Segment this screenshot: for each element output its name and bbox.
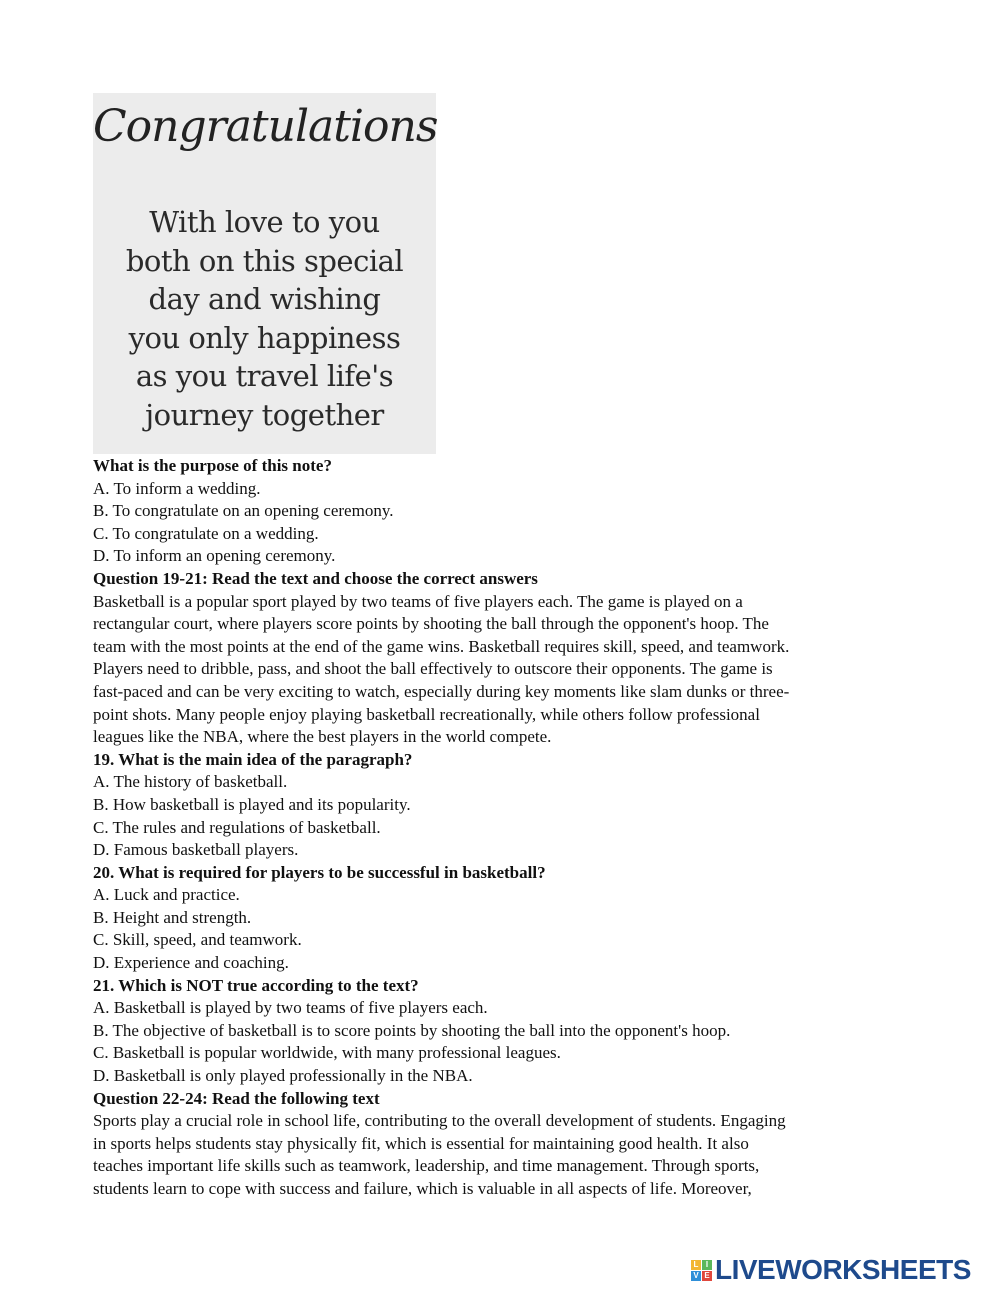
answer-option: C. Skill, speed, and teamwork.	[93, 930, 302, 950]
passage-line: Players need to dribble, pass, and shoot the ball effectively to outscore their opponents. The game is	[93, 659, 773, 679]
passage-line: point shots. Many people enjoy playing basketball recreationally, while others follow professional	[93, 704, 760, 724]
answer-option: B. To congratulate on an opening ceremony.	[93, 501, 394, 521]
logo-letter: V	[691, 1271, 701, 1281]
passage-line: fast-paced and can be very exciting to watch, especially during key moments like slam dunks or three-	[93, 681, 790, 701]
passage-line: students learn to cope with success and failure, which is valuable in all aspects of life. Moreover,	[93, 1179, 752, 1198]
card-message	[93, 203, 436, 434]
card-message-line: as you travel life's	[135, 359, 394, 393]
passage-line: team with the most points at the end of the game wins. Basketball requires skill, speed, and teamwork.	[93, 636, 790, 656]
answer-option: D. Basketball is only played professionally in the NBA.	[93, 1066, 473, 1086]
logo-letter: E	[702, 1271, 712, 1281]
answer-option: A. To inform a wedding.	[93, 478, 261, 498]
passage-line: teaches important life skills such as teamwork, leadership, and time management. Through sports,	[93, 1156, 760, 1176]
question-19: 19. What is the main idea of the paragraph?	[93, 749, 413, 769]
answer-option: B. How basketball is played and its popularity.	[93, 794, 411, 814]
question-note: What is the purpose of this note?	[93, 456, 332, 475]
answer-option: A. Basketball is played by two teams of five players each.	[93, 998, 488, 1018]
answer-option: B. Height and strength.	[93, 907, 252, 927]
passage-line: Basketball is a popular sport played by two teams of five players each. The game is played on a	[93, 591, 743, 611]
question-20: 20. What is required for players to be successful in basketball?	[93, 862, 546, 882]
card-message-line: both on this special	[125, 243, 404, 278]
section-heading: Question 22-24: Read the following text	[93, 1088, 380, 1108]
passage-line: leagues like the NBA, where the best players in the world compete.	[93, 727, 552, 747]
card-title: Congratulations	[93, 101, 438, 152]
answer-option: A. Luck and practice.	[93, 885, 240, 905]
logo-letter: L	[691, 1260, 701, 1270]
logo-mark-icon	[691, 1260, 712, 1281]
section-heading: Question 19-21: Read the text and choose the correct answers	[93, 568, 538, 588]
passage-line: Sports play a crucial role in school life, contributing to the overall development of students. Engaging	[93, 1111, 786, 1131]
answer-option: D. Experience and coaching.	[93, 953, 289, 973]
liveworksheets-logo	[691, 1255, 971, 1285]
answer-option: A. The history of basketball.	[93, 772, 288, 792]
answer-option: C. To congratulate on a wedding.	[93, 523, 319, 543]
answer-option: C. The rules and regulations of basketball.	[93, 817, 381, 837]
logo-letter: I	[702, 1260, 712, 1270]
answer-option: B. The objective of basketball is to score points by shooting the ball into the opponent's hoop.	[93, 1020, 731, 1040]
card-message-line: day and wishing	[148, 282, 381, 316]
card-message-line: With love to you	[149, 205, 380, 239]
answer-option: D. Famous basketball players.	[93, 840, 299, 860]
question-21: 21. Which is NOT true according to the text?	[93, 975, 419, 995]
card-message-line: journey together	[145, 397, 384, 432]
card-message-line: you only happiness	[128, 320, 401, 355]
congratulations-card-image	[93, 93, 436, 454]
passage-line: rectangular court, where players score points by shooting the ball through the opponent's hoop. The	[93, 614, 769, 634]
worksheet-content	[93, 455, 908, 1201]
answer-option: C. Basketball is popular worldwide, with many professional leagues.	[93, 1043, 561, 1063]
logo-text: LIVEWORKSHEETS	[715, 1254, 971, 1285]
answer-option: D. To inform an opening ceremony.	[93, 546, 336, 566]
passage-line: in sports helps students stay physically fit, which is essential for maintaining good health. It also	[93, 1133, 749, 1153]
